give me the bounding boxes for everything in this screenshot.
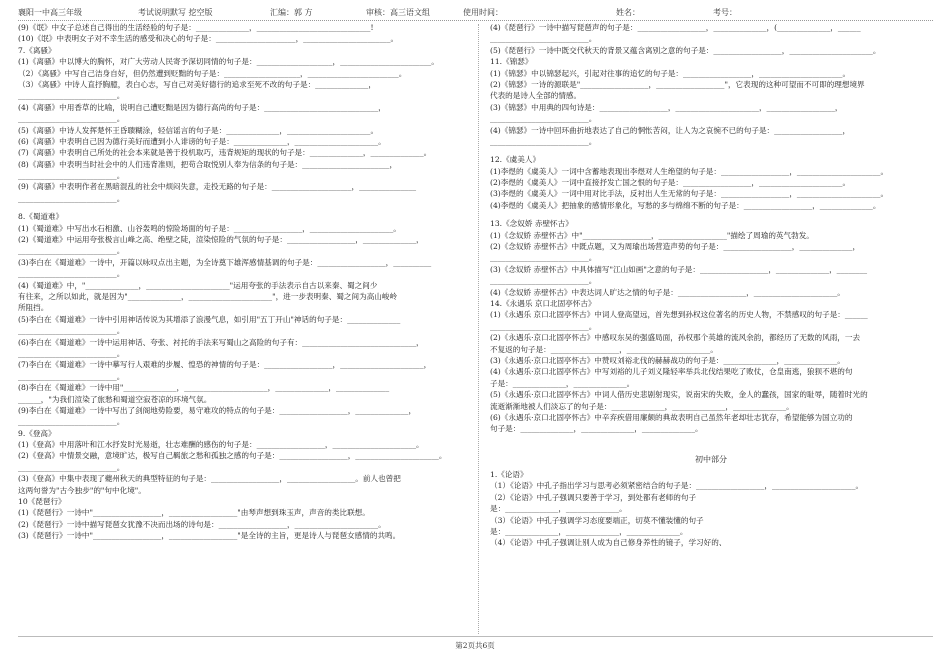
left-line: __________________________。 xyxy=(18,371,125,381)
left-line: (2)《琵琶行》一诗中描写琵琶女犹豫不决而出场的诗句是：__________________，______________________。 xyxy=(18,519,386,529)
left-line: (9)李白在《蜀道难》一诗中写出了剑阁地势险要，易守难攻的特点的句子是：__________________，______________， xyxy=(18,405,417,415)
right-line: (3)《永遇乐·京口北固亭怀古》中赞叹刘裕北伐的赫赫战功的句子是：______________，______________。 xyxy=(490,355,845,365)
left-line: __________________________。 xyxy=(18,269,125,279)
right-line: (4)《琵琶行》一诗中描写琵琶声的句子是：__________________，______________，(______________，______ xyxy=(490,23,861,32)
left-line: (4)《离骚》中用香草的比喻，说明自己遭贬黜是因为德行高尚的句子是：______________________________， xyxy=(18,102,386,112)
right-line: (1)《永遇乐 京口北固亭怀古》中词人登高望远，首先想到孙权这位著名的历史人物，不禁感叹的句子是：______ xyxy=(490,310,868,320)
left-line: (8)《离骚》中表明当时社会中的人们违背准则，把苟合取悦别人奉为信条的句子是：_______________________， xyxy=(18,159,398,169)
right-line: __________________________。 xyxy=(490,276,597,286)
left-line: __________________________。 xyxy=(18,462,125,472)
right-line: (3)李煜的《虞美人》一词中用对比手法，反衬出人生无常的句子是：__________________，______________________。 xyxy=(490,189,889,199)
right-line: （4）《论语》中孔子强调让别人成为自己修身养性的镜子，学习好的、 xyxy=(490,538,727,548)
left-line: (1)《琵琶行》一诗中"__________________，__________________"由琴声想到珠玉声，声音的类比联想。 xyxy=(18,508,370,518)
left-line: (1)《离骚》中以博大的胸怀，对广大劳动人民寄予深切同情的句子是：____________________，________________________。 xyxy=(18,57,439,67)
right-line: （1）《论语》中孔子指出学习与思考必须紧密结合的句子是：__________________，______________________。 xyxy=(490,481,864,491)
left-line: (5)《离骚》中诗人发挥楚怀王昏聩糊涂，轻信谣言的句子是：______________，______________________。 xyxy=(18,125,379,135)
header-usage: 使用时间： xyxy=(463,8,503,17)
right-column xyxy=(490,22,932,549)
left-line: ______，"为我们渲染了旅愁和蜀道空寂苍凉的环境气氛。 xyxy=(18,394,212,404)
right-line: (2)李煜的《虞美人》一词中直接抒发亡国之恨的句子是：__________________，______________________。 xyxy=(490,178,851,188)
left-line: __________________________。 xyxy=(18,193,125,203)
header-reviewer: 审核：高三语文组 xyxy=(366,8,430,17)
right-line xyxy=(490,147,932,154)
right-line: 初中部分 xyxy=(695,454,727,464)
right-line: (4)《永遇乐·京口北固亭怀古》中写刘裕的儿子刘义隆轻率举兵北伐结果吃了败仗，仓皇南逃，狼狈不堪的句 xyxy=(490,367,853,377)
right-line: 代表的是诗人全部的情感。 xyxy=(490,91,582,101)
right-line: __________________________。 xyxy=(490,34,597,44)
left-line: (2)《蜀道难》中运用夸张极言山峰之高、绝壁之陡，渲染惊险的气氛的句子是：__________________，______________， xyxy=(18,235,424,245)
right-line: (4)《锦瑟》一诗中回环曲折地表达了自己的惘怅苦闷，让人为之哀惋不已的句子是：__________________， xyxy=(490,125,851,135)
left-line: (4)《蜀道难》中，"______________，______________________"运用夸张的手法表示自古以来秦、蜀之间少 xyxy=(18,280,378,290)
left-line: 所阻挡。 xyxy=(18,303,49,313)
column-divider xyxy=(478,24,479,634)
right-line: __________________________。 xyxy=(490,253,597,263)
right-line: （3）《论语》中孔子强调学习态度要端正，切莫不懂装懂的句子 xyxy=(490,515,704,525)
right-line: __________________________。 xyxy=(490,321,597,331)
right-line: (2)《永遇乐·京口北固亭怀古》中感叹东吴的强盛局面，孙权那个英雄的流风余韵，都经历了无数的风雨，一去 xyxy=(490,333,861,343)
right-line: (3)《锦瑟》中用典的四句诗是：__________________，______________________，__________________， xyxy=(490,102,843,112)
page-number: 第2页共6页 xyxy=(455,641,495,650)
left-line: __________________________。 xyxy=(18,417,125,427)
right-line: (5)《永遇乐·京口北固亭怀古》中词人借历史悲剧射现实，说南宋的失败，金人的蠢孩，国家的耻辱，随着时光的 xyxy=(490,390,868,400)
left-line: __________________________。 xyxy=(18,246,125,256)
right-line: （2）《论语》中孔子强调只要善于学习，到处都有老师的句子 xyxy=(490,492,697,502)
left-line xyxy=(18,204,466,211)
left-line: (9)《离骚》中表明作者在黑暗混乱的社会中烦闷失意，走投无路的句子是：_____________________，_______________ xyxy=(18,182,417,192)
right-line: (2)《锦瑟》一诗的源联是"__________________，__________________"，它表现的这种可望而不可即的理想境界 xyxy=(490,79,865,89)
left-line: (9)《氓》中女子总述自己得出的生活经验的句子是：______________，______________________________! xyxy=(18,23,374,32)
right-line: (6)《永遇乐·京口北固亭怀古》中辛弃疾借用廉颇的典故表明自己虽然年老却壮志犹存，希望能够为国立功的 xyxy=(490,412,853,422)
left-line: (5)李白在《蜀道难》一诗中引用神话传说为其增添了浪漫气息，如引用"五丁开山"神话的句子是：______________ xyxy=(18,314,401,324)
right-line: 是：______________，______________，______________。 xyxy=(490,527,688,537)
right-line: 12.《虞美人》 xyxy=(490,155,541,165)
header-subject: 考试说明默写 挖空版 xyxy=(138,8,213,17)
left-line: 这两句誉为"古今独步"的"句中化境"。 xyxy=(18,485,146,495)
left-line: (3)李白在《蜀道难》一诗中，开篇以咏叹点出主题，为全诗奠下雄浑感情基调的句子是：__________________，__________ xyxy=(18,257,432,267)
left-line: __________________________。 xyxy=(18,114,125,124)
right-line: 是：______________，______________。 xyxy=(490,504,627,514)
left-line: __________________________。 xyxy=(18,91,125,101)
left-column xyxy=(18,22,466,542)
left-line: (2)《登高》中情景交融，意境旷达，极写自己羁旅之愁和孤独之感的句子是：__________________，______________________。 xyxy=(18,451,447,461)
left-line: (6)李白在《蜀道难》一诗中运用神话、夸张、衬托的手法来写蜀山之高险的句子有：______________________________， xyxy=(18,337,424,347)
right-line: (1)《念奴娇 赤壁怀古》中"__________________，__________________"描绘了周瑜的英气勃发。 xyxy=(490,230,814,240)
left-line: （3）《离骚》中诗人直抒胸臆，表白心志，写自己对美好德行的追求至死不改的句子是：______________， xyxy=(18,79,376,89)
right-line: __________________________。 xyxy=(490,114,597,124)
left-line: (1)《蜀道难》中写出水石相激、山谷轰鸣的惊险场面的句子是：__________________，______________________。 xyxy=(18,223,401,233)
left-line: 7.《离骚》 xyxy=(18,45,56,55)
right-line: (1)《锦瑟》中以锦瑟起兴，引起对往事的追忆的句子是：__________________，______________________。 xyxy=(490,68,851,78)
header-school: 襄阳一中高三年级 xyxy=(18,8,82,17)
left-line: 8.《蜀道难》 xyxy=(18,212,64,222)
left-line: (7)《离骚》中表明自己所处的社会本来就是善于投机取巧，违背规矩的现状的句子是：______________，______________。 xyxy=(18,148,432,158)
right-line: 子是：______________，______________。 xyxy=(490,378,635,388)
right-line: 不复返的句子是：__________________，______________________。 xyxy=(490,344,718,354)
left-line: __________________________。 xyxy=(18,348,125,358)
right-line: (1)李煜的《虞美人》一词中含蓄地表现出李煜对人生绝望的句子是：__________________，______________________。 xyxy=(490,166,889,176)
right-line xyxy=(490,441,932,448)
left-line: __________________________。 xyxy=(18,171,125,181)
left-line: (6)《离骚》中表明自己因为德行美好而遭到小人诽谤的句子是：______________，______________________。 xyxy=(18,136,386,146)
left-line: 10《琵琶行》 xyxy=(18,497,66,507)
right-line xyxy=(490,211,932,218)
right-line: 14.《永遇乐 京口北固亭怀古》 xyxy=(490,298,596,308)
left-line: __________________________。 xyxy=(18,326,125,336)
left-line: 有往来，之所以如此，就是因为"______________，______________________"，进一步表明秦、蜀之间为高山峻岭 xyxy=(18,291,398,301)
left-line: (3)《登高》中集中表现了夔州秋天的典型特征的句子是：__________________，__________________。前人也曾把 xyxy=(18,474,401,484)
left-line: (7)李白在《蜀道难》一诗中摹写行人艰难的步履、惶恐的神情的句子是：__________________，______________________， xyxy=(18,360,432,370)
right-line: 流逝渐渐地被人们淡忘了的句子是：______________，______________，______________。 xyxy=(490,401,794,411)
right-line: (3)《念奴娇 赤壁怀古》中具体描写"江山如画"之意的句子是：__________________，______________，________ xyxy=(490,264,868,274)
footer-rule xyxy=(18,636,933,637)
right-line: (4)李煜的《虞美人》把抽象的感情形象化，写愁的多与绵绵不断的句子是：__________________，______________。 xyxy=(490,200,881,210)
left-line: (8)李白在《蜀道难》一诗中用"______________，______________________，______________，______________ xyxy=(18,383,390,393)
right-line: 句子是：______________，______________，______________。 xyxy=(490,424,703,434)
header-editor: 汇编：郭 方 xyxy=(270,8,313,17)
left-line: (3)《琵琶行》一诗中"__________________，__________________"是全诗的主旨，更是诗人与琵琶女感情的共鸣。 xyxy=(18,531,401,541)
right-line: (5)《琵琶行》一诗中既交代秋天的背景又蕴含离别之意的句子是：__________________，______________________。 xyxy=(490,45,881,55)
right-line: 11.《锦瑟》 xyxy=(490,57,533,67)
left-line: （2）《离骚》中写自己洁身自好，但仍然遭到贬黜的句子是：____________________，________________________。 xyxy=(18,68,407,78)
right-line: (2)《念奴娇 赤壁怀古》中既点题，又为周瑜出场营造声势的句子是：__________________，______________， xyxy=(490,242,861,252)
left-line: (10)《氓》中表明女子对不幸生活的感受和决心的句子是：_____________________，_______________________。 xyxy=(18,34,399,44)
right-line: 1.《论语》 xyxy=(490,470,528,480)
right-line: (4)《念奴娇 赤壁怀古》中表达词人旷达之情的句子是：__________________，______________________。 xyxy=(490,287,845,297)
header-name: 姓名： xyxy=(616,8,640,17)
page-header xyxy=(18,6,933,21)
header-examno: 考号： xyxy=(713,8,737,17)
left-line: (1)《登高》中用落叶和江水抒发时光易逝，壮志难酬的感伤的句子是：__________________，______________________。 xyxy=(18,440,424,450)
right-line: __________________________。 xyxy=(490,136,597,146)
right-line: 13.《念奴娇 赤壁怀古》 xyxy=(490,219,573,229)
left-line: 9.《登高》 xyxy=(18,428,56,438)
